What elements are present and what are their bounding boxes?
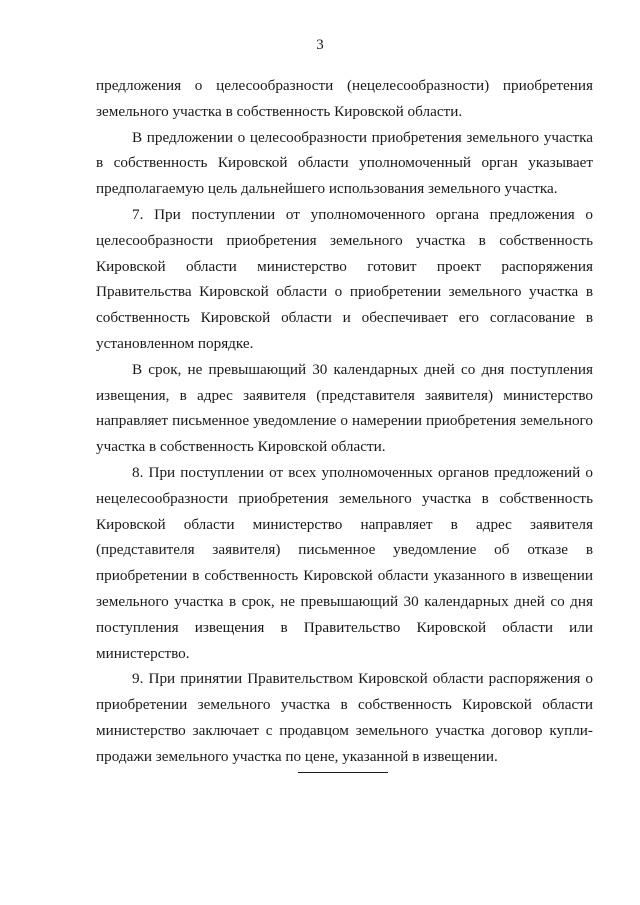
paragraph-notice-deadline: В срок, не превышающий 30 календарных дней со дня поступления извещения, в адрес заявителя (представителя заявителя) министерство направляет письменное уведомление о намерении приобретения земельного участка в собственность Кировской области. [96,360,593,456]
paragraph-item-8: 8. При поступлении от всех уполномоченных органов предложений о нецелесообразности приобретения земельного участка в собственность Кировской области министерство направляет в адрес заявителя (представителя заявителя) письменное уведомление об отказе в приобретении в собственность Кировской области указанного в извещении земельного участка в срок, не превышающий 30 календарных дней со дня поступления извещения в Правительство Кировской области или министерство. [96,463,593,662]
document-body [96,73,593,770]
page-number: 3 [316,37,324,53]
paragraph-purpose: В предложении о целесообразности приобретения земельного участка в собственность Кировской области уполномоченный орган указывает предполагаемую цель дальнейшего использования земельного участка. [96,128,593,198]
paragraph-continuation: предложения о целесообразности (нецелесообразности) приобретения земельного участка в собственность Кировской области. [96,77,593,120]
end-of-text-rule [298,772,388,773]
paragraph-item-7: 7. При поступлении от уполномоченного органа предложения о целесообразности приобретения земельного участка в собственность Кировской области министерство готовит проект распоряжения Правительства Кировской области о приобретении земельного участка в собственность Кировской области и обеспечивает его согласование в установленном порядке. [96,205,593,352]
paragraph-item-9: 9. При принятии Правительством Кировской области распоряжения о приобретении земельного участка в собственность Кировской области министерство заключает с продавцом земельного участка договор купли-продажи земельного участка по цене, указанной в извещении. [96,670,593,765]
